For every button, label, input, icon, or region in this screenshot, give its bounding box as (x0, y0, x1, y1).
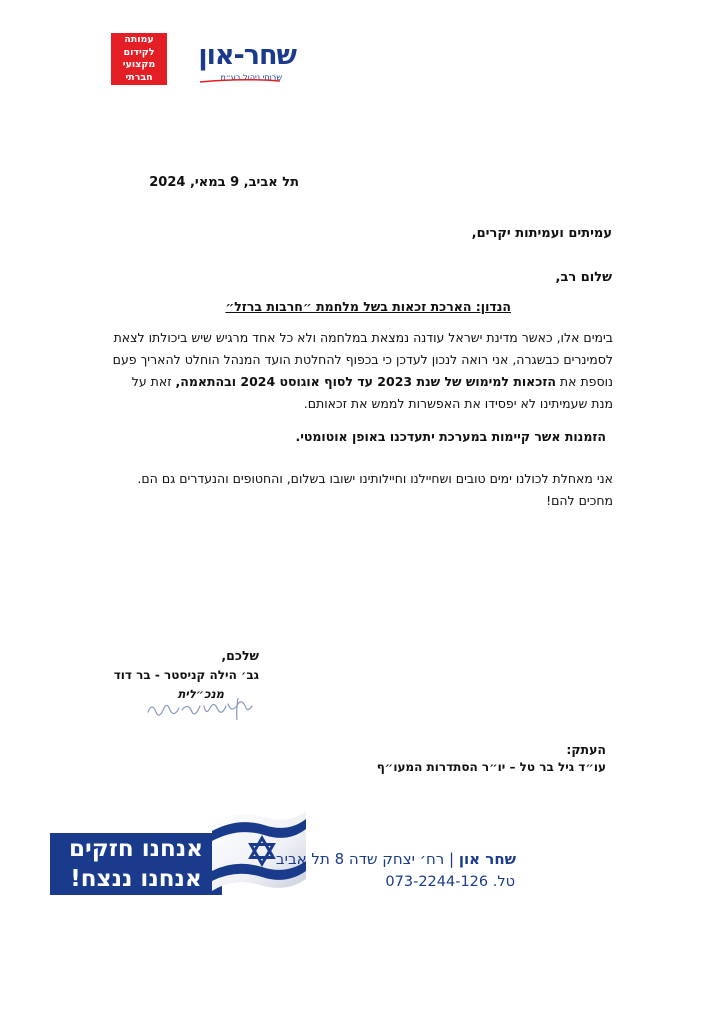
company-logo-subtitle: שרותי ניהול בע״מ (220, 73, 282, 82)
footer-phone (385, 874, 515, 890)
handwritten-signature (140, 692, 258, 724)
slogan-banner (50, 833, 222, 895)
body-text: בימים אלו, כאשר מדינת ישראל עודנה נמצאת במלחמה ולא כל אחד מרגיש שיש ביכולתו לצאת לסמינרים כבשגרה, אני רואה לנכון לעדכן כי בכפוף להחלטת הועד המנהל הוחלט להאריך פעם נוספת את (112, 330, 613, 389)
association-logo-line: לקידום (123, 46, 155, 58)
letter-subject: הנדון: הארכת זכאות בשל מלחמת ״חרבות ברזל״ (225, 299, 511, 314)
body-paragraph (108, 327, 613, 415)
auto-update-note: הזמנות אשר קיימות במערכת יתעדכנו באופן אוטומטי. (295, 429, 606, 444)
wishes-paragraph: אני מאחלת לכולנו ימים טובים ושחיילנו וחיילותינו ישובו בשלום, והחטופים והנעדרים גם הם. מחכים להם! (137, 471, 613, 508)
association-logo (111, 33, 167, 85)
logo-swoosh-icon (200, 78, 280, 84)
cc-recipient: עו״ד גיל בר טל – יו״ר הסתדרות המעו״ף (376, 760, 606, 774)
signer-title: מנכ״לית (177, 687, 224, 701)
association-logo-line: מקצועי (122, 59, 156, 70)
body-text-bold: הזכאות למימוש של שנת 2023 עד לסוף אוגוסט 2024 ובהתאמה, (175, 374, 556, 389)
association-logo-line: עמותה (124, 34, 154, 45)
company-logo (196, 40, 296, 90)
letter-date: תל אביב, 9 במאי, 2024 (149, 175, 299, 190)
footer-address: שחר און | רח׳ יצחק שדה 8 תל אביב (275, 850, 516, 868)
salutation: שלום רב, (555, 270, 612, 285)
signer-name: גב׳ הילה קניסטר - בר דוד (113, 668, 259, 682)
phone-number[interactable]: 073-2244-126 (385, 874, 489, 890)
footer-company-name: שחר און (458, 850, 516, 868)
slogan-line: אנחנו חזקים (68, 836, 204, 862)
greeting: עמיתים ועמיתות יקרים, (471, 226, 612, 241)
footer-address-text: רח׳ יצחק שדה 8 תל אביב (275, 850, 445, 868)
association-logo-line: חברתי (125, 71, 153, 83)
company-logo-name: שחר-און (198, 40, 296, 71)
cc-label: העתק: (566, 742, 606, 757)
sign-off: שלכם, (221, 648, 259, 663)
phone-label: טל. (492, 874, 515, 890)
slogan-line: אנחנו ננצח! (70, 866, 202, 892)
body-text: זאת על מנת שעמיתינו לא יפסידו את האפשרות לממש את זכאותם. (131, 374, 613, 411)
